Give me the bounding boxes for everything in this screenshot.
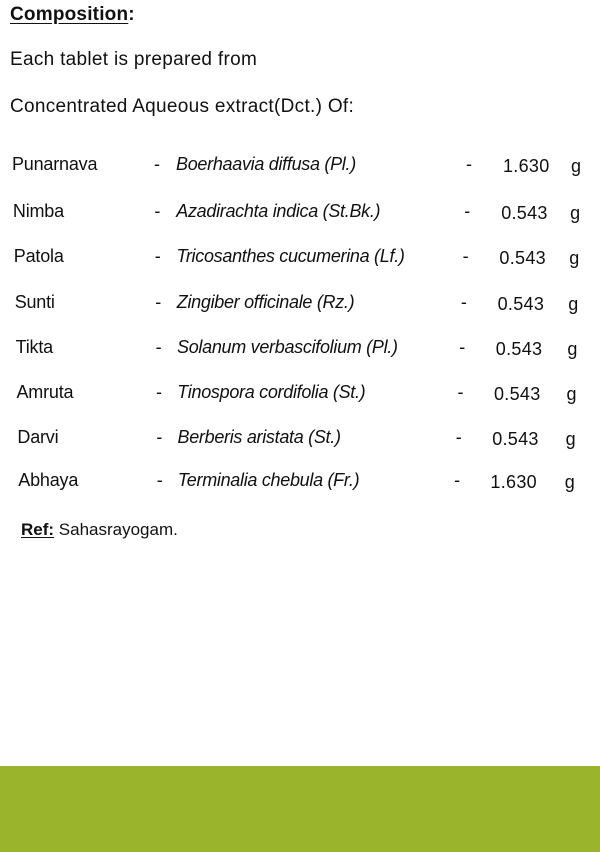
intro-line-2: Concentrated Aqueous extract(Dct.) Of: [10,96,355,117]
ingredient-unit: g [570,203,581,223]
ingredient-quantity: 0.543 [499,248,546,268]
composition-colon: : [128,4,135,25]
ingredient-latin-name: Azadirachta indica (St.Bk.) [176,201,381,221]
ingredient-name: Nimba [12,201,64,221]
ingredient-latin-name: Terminalia chebula (Fr.) [177,470,360,490]
reference-label: Ref: [21,520,55,539]
separator-dash: - [156,427,163,447]
separator-dash: - [454,470,461,490]
separator-dash: - [156,382,162,402]
ingredient-row [0,466,600,496]
ingredient-name: Abhaya [18,470,79,490]
ingredient-quantity: 0.543 [497,294,545,314]
composition-heading [10,4,135,26]
separator-dash: - [455,427,462,447]
ingredient-quantity: 1.630 [490,472,537,492]
ingredient-name: Sunti [14,292,55,312]
ingredient-row [0,423,600,453]
ingredient-unit: g [569,248,580,268]
ingredient-latin-name: Berberis aristata (St.) [177,427,341,447]
ingredient-quantity: 0.543 [494,384,541,404]
ingredient-quantity: 0.543 [492,429,539,449]
ingredient-latin-name: Solanum verbascifolium (Pl.) [177,337,398,357]
ingredient-row [0,378,600,408]
ingredient-latin-name: Boerhaavia diffusa (Pl.) [176,154,356,174]
ingredient-row [0,242,600,272]
ingredient-name: Tikta [15,337,53,357]
ingredient-list [0,150,600,500]
separator-dash: - [154,246,161,266]
ingredient-name: Darvi [17,427,59,447]
composition-title: Composition [10,4,129,25]
reference-text: Sahasrayogam. [54,520,178,539]
ingredient-row [0,150,600,180]
separator-dash: - [462,246,469,266]
ingredient-unit: g [565,429,576,449]
ingredient-row [0,333,600,363]
ingredient-quantity: 1.630 [503,156,550,176]
footer-color-band [0,766,600,852]
intro-line-1: Each tablet is prepared from [10,49,258,70]
ingredient-row [0,197,600,227]
ingredient-unit: g [568,294,579,314]
ingredient-name: Amruta [16,382,74,402]
ingredient-unit: g [566,384,577,404]
separator-dash: - [464,201,471,221]
ingredient-quantity: 0.543 [495,339,543,359]
separator-dash: - [154,154,160,174]
separator-dash: - [457,382,464,402]
reference-line [21,520,178,540]
separator-dash: - [460,292,467,312]
ingredient-name: Punarnava [12,154,98,174]
ingredient-latin-name: Tricosanthes cucumerina (Lf.) [176,246,405,266]
ingredient-unit: g [567,339,578,359]
separator-dash: - [466,154,472,174]
separator-dash: - [155,292,162,312]
ingredient-name: Patola [13,246,64,266]
ingredient-unit: g [571,156,582,176]
separator-dash: - [459,337,466,357]
ingredient-unit: g [564,472,575,492]
ingredient-latin-name: Zingiber officinale (Rz.) [176,292,355,312]
ingredient-row [0,288,600,318]
ingredient-latin-name: Tinospora cordifolia (St.) [177,382,366,402]
ingredient-quantity: 0.543 [501,203,548,223]
separator-dash: - [156,470,163,490]
separator-dash: - [154,201,161,221]
separator-dash: - [155,337,162,357]
